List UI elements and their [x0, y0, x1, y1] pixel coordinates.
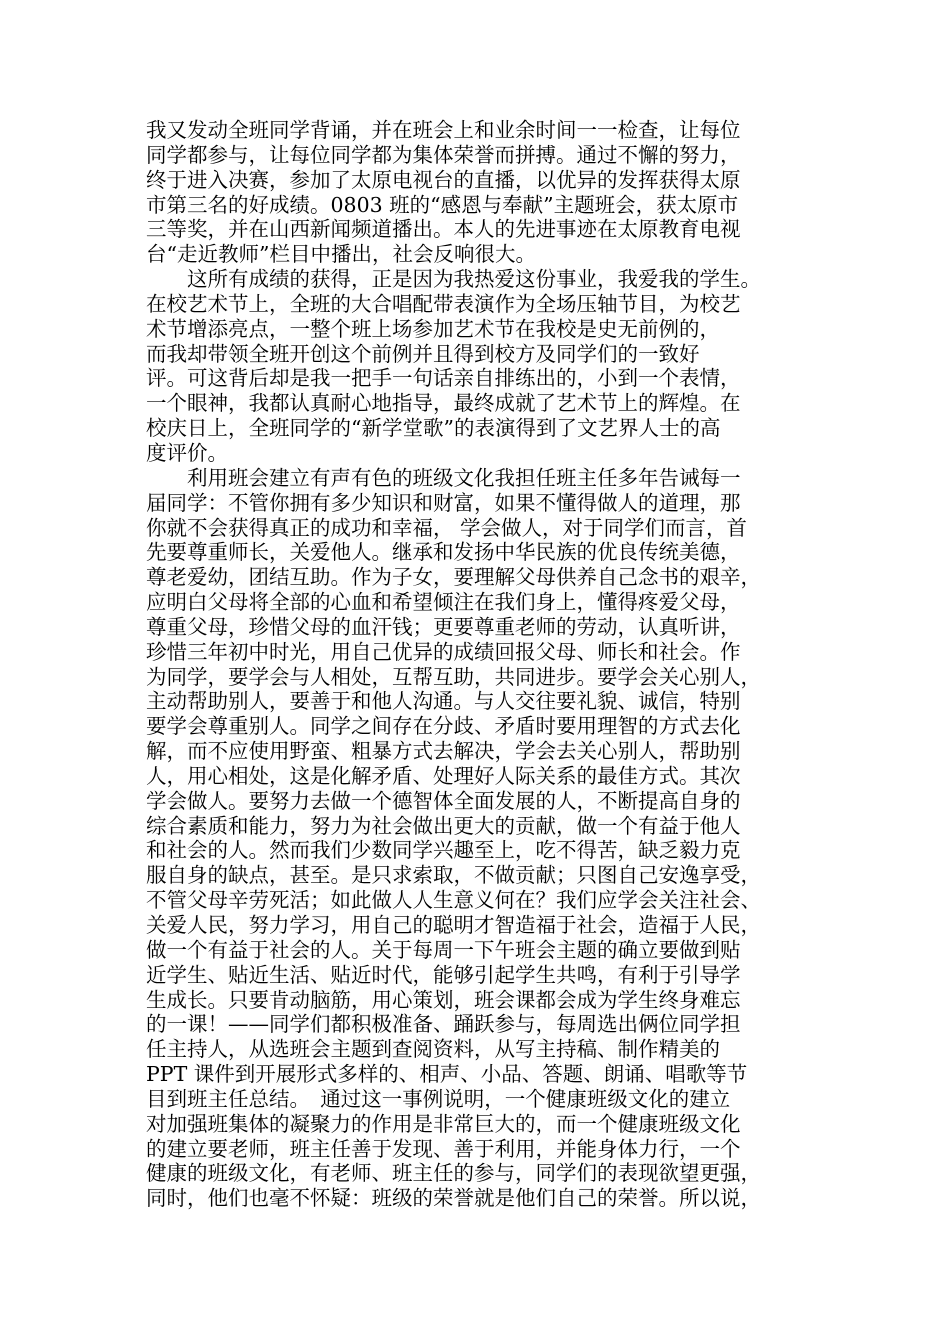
- text-line: 主动帮助别人，要善于和他人沟通。与人交往要礼貌、诚信，特别: [146, 689, 741, 714]
- text-line: 三等奖，并在山西新闻频道播出。本人的先进事迹在太原教育电视: [146, 217, 741, 242]
- text-line: 评。可这背后却是我一把手一句话亲自排练出的，小到一个表情，: [146, 366, 741, 391]
- text-line: 台“走近教师”栏目中播出，社会反响很大。: [146, 242, 536, 267]
- text-line: 的建立要老师，班主任善于发现、善于利用，并能身体力行，一个: [146, 1136, 741, 1161]
- text-line: 综合素质和能力，努力为社会做出更大的贡献，做一个有益于他人: [146, 813, 741, 838]
- text-line: 这所有成绩的获得，正是因为我热爱这份事业，我爱我的学生。: [146, 267, 761, 292]
- text-line: 对加强班集体的凝聚力的作用是非常巨大的，而一个健康班级文化: [146, 1111, 741, 1136]
- text-line: 度评价。: [146, 440, 228, 465]
- text-line: 术节增添亮点，一整个班上场参加艺术节在我校是史无前例的，: [146, 316, 720, 341]
- text-line: 不管父母辛劳死活；如此做人人生意义何在？我们应学会关注社会、: [146, 888, 761, 913]
- text-line: 我又发动全班同学背诵，并在班会上和业余时间一一检查，让每位: [146, 118, 741, 142]
- text-line: 的一课！——同学们都积极准备、踊跃参与，每周选出俩位同学担: [146, 1012, 741, 1037]
- text-line: 服自身的缺点，甚至。是只求索取，不做贡献；只图自己安逸享受，: [146, 863, 761, 888]
- text-line: 同学都参与，让每位同学都为集体荣誉而拼搏。通过不懈的努力，: [146, 142, 741, 167]
- text-line: 先要尊重师长，关爱他人。继承和发扬中华民族的优良传统美德，: [146, 540, 741, 565]
- text-line: 而我却带领全班开创这个前例并且得到校方及同学们的一致好: [146, 341, 700, 366]
- text-line: 尊老爱幼，团结互助。作为子女，要理解父母供养自己念书的艰辛，: [146, 565, 761, 590]
- text-line: 应明白父母将全部的心血和希望倾注在我们身上，懂得疼爱父母，: [146, 590, 741, 615]
- text-line: 尊重父母，珍惜父母的血汗钱；更要尊重老师的劳动，认真听讲，: [146, 614, 741, 639]
- text-line: PPT 课件到开展形式多样的、相声、小品、答题、朗诵、唱歌等节: [146, 1062, 748, 1087]
- text-line: 健康的班级文化，有老师、班主任的参与，同学们的表现欲望更强，: [146, 1161, 761, 1186]
- text-line: 学会做人。要努力去做一个德智体全面发展的人，不断提高自身的: [146, 788, 741, 813]
- text-line: 你就不会获得真正的成功和幸福， 学会做人，对于同学们而言，首: [146, 515, 748, 540]
- text-line: 要学会尊重别人。同学之间存在分歧、矛盾时要用理智的方式去化: [146, 714, 741, 739]
- text-line: 为同学，要学会与人相处，互帮互助，共同进步。要学会关心别人，: [146, 664, 761, 689]
- text-line: 利用班会建立有声有色的班级文化我担任班主任多年告诫每一: [146, 465, 741, 490]
- text-line: 关爱人民，努力学习，用自己的聪明才智造福于社会，造福于人民，: [146, 913, 761, 937]
- text-line: 做一个有益于社会的人。关于每周一下午班会主题的确立要做到贴: [146, 937, 741, 962]
- text-line: 市第三名的好成绩。0803 班的“感恩与奉献”主题班会，获太原市: [146, 192, 739, 217]
- text-line: 目到班主任总结。 通过这一事例说明，一个健康班级文化的建立: [146, 1086, 731, 1111]
- text-line: 终于进入决赛，参加了太原电视台的直播，以优异的发挥获得太原: [146, 167, 741, 192]
- body-text: [146, 118, 806, 1211]
- text-line: 生成长。只要肯动脑筋，用心策划，班会课都会成为学生终身难忘: [146, 987, 741, 1012]
- text-line: 同时，他们也毫不怀疑：班级的荣誉就是他们自己的荣誉。所以说，: [146, 1186, 761, 1211]
- text-line: 任主持人，从选班会主题到查阅资料，从写主持稿、制作精美的: [146, 1037, 720, 1062]
- text-line: 近学生、贴近生活、贴近时代，能够引起学生共鸣，有利于引导学: [146, 962, 741, 987]
- text-line: 一个眼神，我都认真耐心地指导，最终成就了艺术节上的辉煌。在: [146, 391, 741, 416]
- text-line: 解，而不应使用野蛮、粗暴方式去解决，学会去关心别人，帮助别: [146, 739, 741, 764]
- text-line: 和社会的人。然而我们少数同学兴趣至上，吃不得苦，缺乏毅力克: [146, 838, 741, 863]
- text-line: 校庆日上，全班同学的“新学堂歌”的表演得到了文艺界人士的高: [146, 416, 721, 441]
- text-line: 在校艺术节上，全班的大合唱配带表演作为全场压轴节目，为校艺: [146, 291, 741, 316]
- text-line: 人，用心相处，这是化解矛盾、处理好人际关系的最佳方式。其次: [146, 763, 741, 788]
- text-line: 届同学：不管你拥有多少知识和财富，如果不懂得做人的道理，那: [146, 490, 741, 515]
- text-line: 珍惜三年初中时光，用自己优异的成绩回报父母、师长和社会。作: [146, 639, 741, 664]
